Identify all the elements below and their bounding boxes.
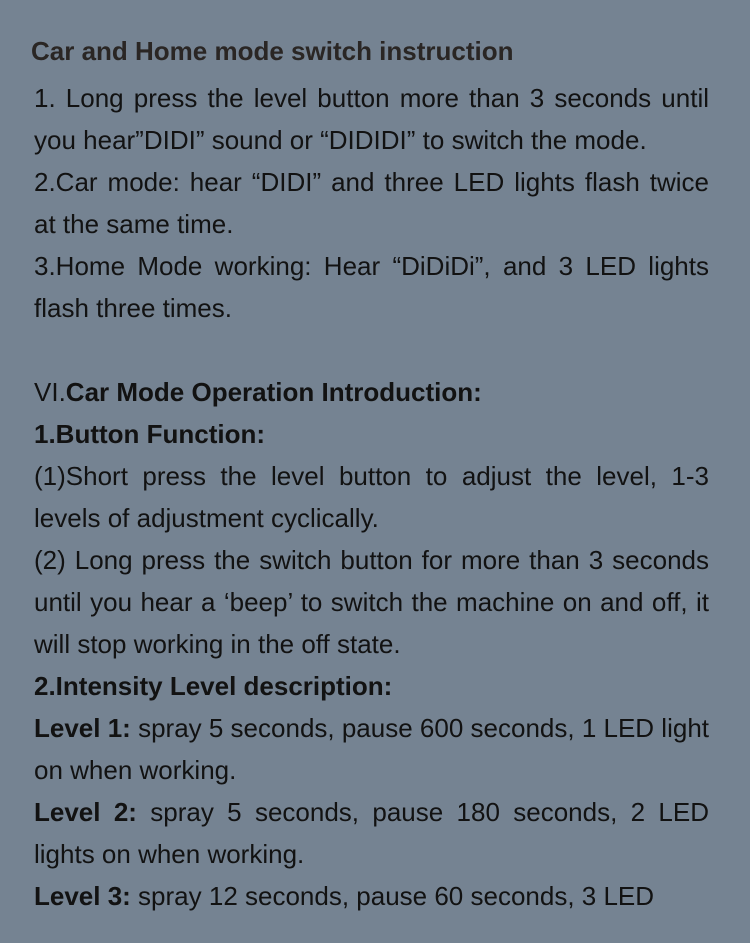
level-2-label: Level 2: [34, 797, 137, 827]
switch-step-2: 2.Car mode: hear “DIDI” and three LED lights flash twice at the same time. [34, 167, 709, 239]
car-mode-title [34, 371, 709, 413]
paragraph-spacer [34, 329, 709, 371]
level-1-description [34, 707, 709, 791]
instruction-body [34, 77, 709, 917]
button-function-item-2: (2) Long press the switch button for more than 3 seconds until you hear a ‘beep’ to switch the machine on and off, it will stop working in the off state. [34, 545, 709, 659]
level-1-text: spray 5 seconds, pause 600 seconds, 1 LED light on when working. [34, 713, 710, 785]
level-1-label: Level 1: [34, 713, 131, 743]
level-2-description [34, 791, 709, 875]
level-3-text: spray 12 seconds, pause 60 seconds, 3 LED [130, 881, 655, 911]
level-3-label: Level 3: [34, 881, 131, 911]
button-function-item-1: (1)Short press the level button to adjust the level, 1-3 levels of adjustment cyclically. [34, 461, 709, 533]
section-numeral: VI. [34, 377, 66, 407]
level-2-text: spray 5 seconds, pause 180 seconds, 2 LED lights on when working. [34, 797, 709, 869]
button-function-heading: 1.Button Function: [34, 419, 266, 449]
switch-step-3: 3.Home Mode working: Hear “DiDiDi”, and 3 LED lights flash three times. [34, 251, 709, 323]
car-mode-title-text: Car Mode Operation Introduction: [65, 377, 482, 407]
intensity-heading: 2.Intensity Level description: [34, 671, 393, 701]
level-3-description [34, 875, 709, 917]
switch-step-1: 1. Long press the level button more than 3 seconds until you hear”DIDI” sound or “DIDIDI” to switch the mode. [34, 83, 709, 155]
section-title: Car and Home mode switch instruction [31, 36, 514, 66]
